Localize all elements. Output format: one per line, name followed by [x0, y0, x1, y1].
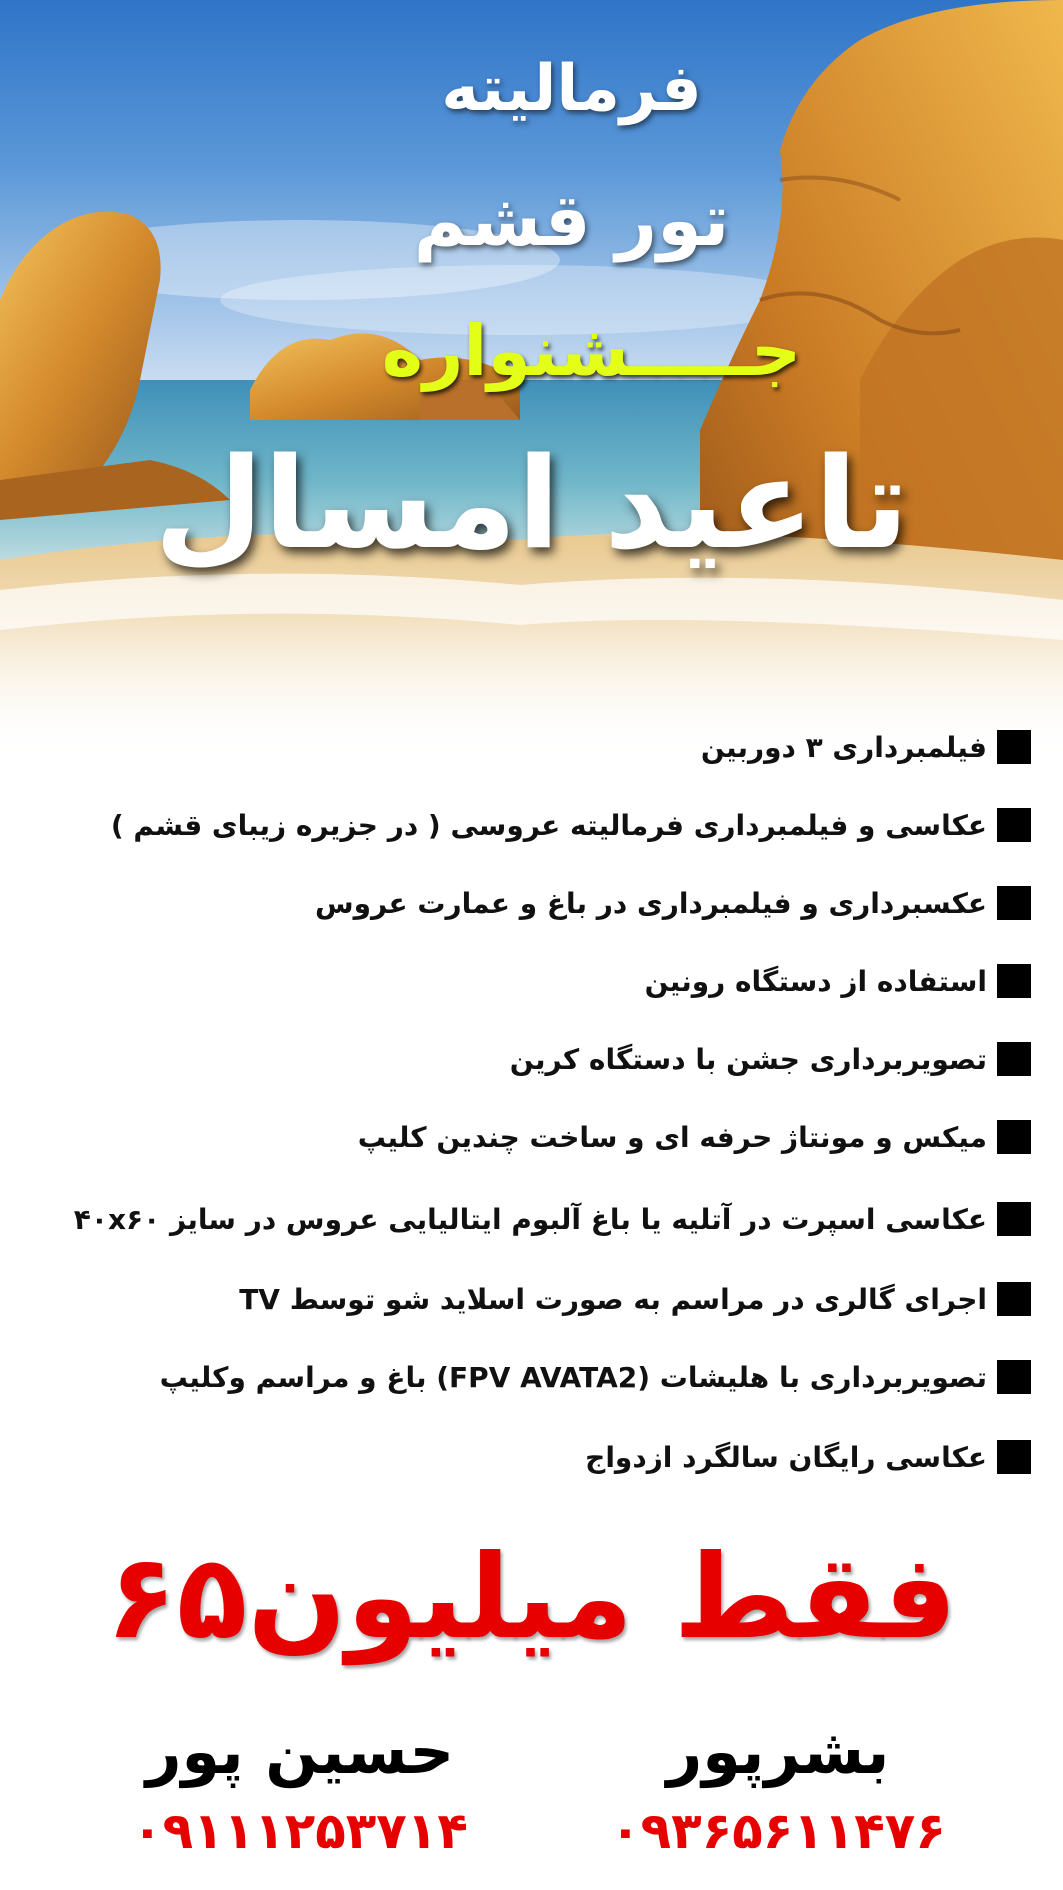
feature-item — [239, 1282, 1031, 1316]
contact-name: بشرپور — [666, 1715, 890, 1788]
square-bullet-icon — [997, 730, 1031, 764]
feature-text: عکاسی و فیلمبرداری فرمالیته عروسی ( در جزیره زیبای قشم ) — [110, 808, 987, 842]
feature-item — [510, 1042, 1031, 1076]
square-bullet-icon — [997, 808, 1031, 842]
square-bullet-icon — [997, 1042, 1031, 1076]
square-bullet-icon — [997, 964, 1031, 998]
feature-text: عکسبرداری و فیلمبرداری در باغ و عمارت عروس — [315, 886, 987, 920]
feature-text: تصویربرداری جشن با دستگاه کرین — [509, 1042, 987, 1076]
feature-item — [358, 1120, 1031, 1154]
beach-scene-image — [0, 0, 1063, 760]
feature-text: اجرای گالری در مراسم به صورت اسلاید شو توسط TV — [239, 1282, 987, 1316]
contact-phone[interactable]: ۰۹۳۶۵۶۱۱۴۷۶ — [610, 1802, 946, 1860]
feature-text: فیلمبرداری ۳ دوربین — [700, 730, 987, 764]
feature-text: تصویربرداری با هلیشات (FPV AVATA2) باغ و مراسم وکلیپ — [159, 1360, 987, 1394]
square-bullet-icon — [997, 1360, 1031, 1394]
square-bullet-icon — [997, 886, 1031, 920]
square-bullet-icon — [997, 1282, 1031, 1316]
feature-text: میکس و مونتاژ حرفه ای و ساخت چندین کلیپ — [357, 1120, 987, 1154]
feature-text: استفاده از دستگاه رونین — [644, 964, 987, 998]
contact-phone[interactable]: ۰۹۱۱۱۲۵۳۷۱۴ — [132, 1802, 468, 1860]
contact-card — [70, 1715, 530, 1860]
feature-item — [315, 886, 1031, 920]
contact-name: حسین پور — [145, 1715, 455, 1788]
contact-card — [548, 1715, 1008, 1860]
price-banner: فقط میلیون۶۵ — [105, 1530, 958, 1665]
hero-title-line-2: تور قشم — [413, 178, 730, 262]
feature-item — [585, 1440, 1031, 1474]
square-bullet-icon — [997, 1440, 1031, 1474]
feature-item — [74, 1202, 1031, 1236]
feature-item — [645, 964, 1031, 998]
feature-item — [111, 808, 1031, 842]
feature-text: عکاسی رایگان سالگرد ازدواج — [585, 1440, 987, 1474]
hero-festival-label: جـــــشنواره — [381, 310, 802, 392]
hero-title-line-1: فرمالیته — [441, 52, 702, 126]
feature-item — [701, 730, 1031, 764]
feature-item — [160, 1360, 1031, 1394]
feature-text: عکاسی اسپرت در آتلیه یا باغ آلبوم ایتالیایی عروس در سایز ۴۰x۶۰ — [73, 1202, 987, 1236]
hero-headline: تاعید امسال — [154, 430, 909, 577]
square-bullet-icon — [997, 1202, 1031, 1236]
square-bullet-icon — [997, 1120, 1031, 1154]
